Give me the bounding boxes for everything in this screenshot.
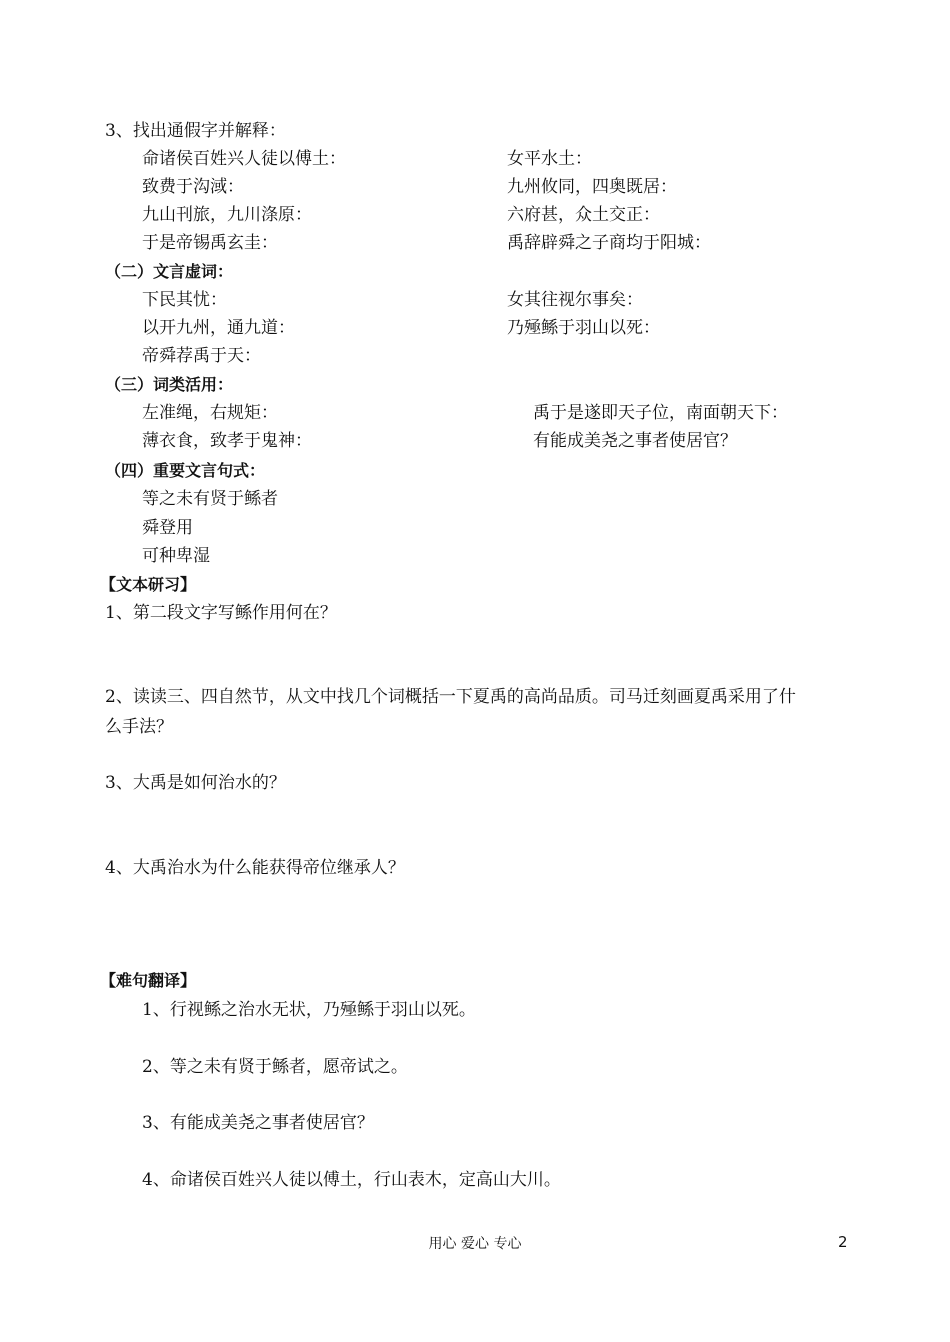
section-heading-huoyong: （三）词类活用： bbox=[105, 375, 234, 394]
list-item: 可种卑湿 bbox=[142, 546, 210, 566]
list-item: 等之未有贤于鲧者 bbox=[142, 489, 278, 509]
question: 1、第二段文字写鲧作用何在？ bbox=[105, 603, 337, 623]
list-item: 帝舜荐禹于天： bbox=[142, 346, 261, 366]
question: 4、大禹治水为什么能获得帝位继承人？ bbox=[105, 858, 405, 878]
list-item: 1、行视鲧之治水无状，乃殛鲧于羽山以死。 bbox=[142, 1000, 476, 1020]
list-item: 命诸侯百姓兴人徒以傅土： bbox=[142, 149, 346, 169]
page-number: 2 bbox=[838, 1233, 848, 1251]
section-heading-translate: 【难句翻译】 bbox=[100, 971, 197, 990]
list-item: 3、有能成美尧之事者使居官？ bbox=[142, 1113, 374, 1133]
question: 2、读读三、四自然节，从文中找几个词概括一下夏禹的高尚品质。司马迁刻画夏禹采用了什 bbox=[105, 687, 796, 707]
list-item: 2、等之未有贤于鲧者，愿帝试之。 bbox=[142, 1057, 408, 1077]
section-heading-jushi: （四）重要文言句式： bbox=[105, 461, 266, 480]
list-item: 禹辞辟舜之子商均于阳城： bbox=[507, 233, 711, 253]
list-item: 六府甚，众土交正： bbox=[507, 205, 660, 225]
question: 3、大禹是如何治水的？ bbox=[105, 773, 286, 793]
list-item: 九州攸同，四奥既居： bbox=[507, 177, 677, 197]
list-item: 有能成美尧之事者使居官？ bbox=[533, 431, 737, 451]
list-item: 舜登用 bbox=[142, 518, 193, 538]
list-item: 薄衣食，致孝于鬼神： bbox=[142, 431, 312, 451]
list-item: 以开九州，通九道： bbox=[142, 318, 295, 338]
list-item: 于是帝锡禹玄圭： bbox=[142, 233, 278, 253]
list-item: 女其往视尔事矣： bbox=[507, 290, 643, 310]
footer-text: 用心 爱心 专心 bbox=[428, 1236, 522, 1252]
question: 么手法？ bbox=[105, 717, 173, 737]
list-item: 下民其忧： bbox=[142, 290, 227, 310]
list-item: 乃殛鲧于羽山以死： bbox=[507, 318, 660, 338]
list-item: 4、命诸侯百姓兴人徒以傅土，行山表木，定高山大川。 bbox=[142, 1170, 561, 1190]
list-item: 左准绳，右规矩： bbox=[142, 403, 278, 423]
list-item: 女平水土： bbox=[507, 149, 592, 169]
section-heading-xuci: （二）文言虚词： bbox=[105, 262, 234, 281]
list-item: 致费于沟淢： bbox=[142, 177, 244, 197]
section-heading-research: 【文本研习】 bbox=[100, 575, 197, 594]
list-item: 九山刊旅，九川涤原： bbox=[142, 205, 312, 225]
section-heading-tongjiazi: 3、找出通假字并解释： bbox=[105, 121, 286, 141]
list-item: 禹于是遂即天子位，南面朝天下： bbox=[533, 403, 788, 423]
